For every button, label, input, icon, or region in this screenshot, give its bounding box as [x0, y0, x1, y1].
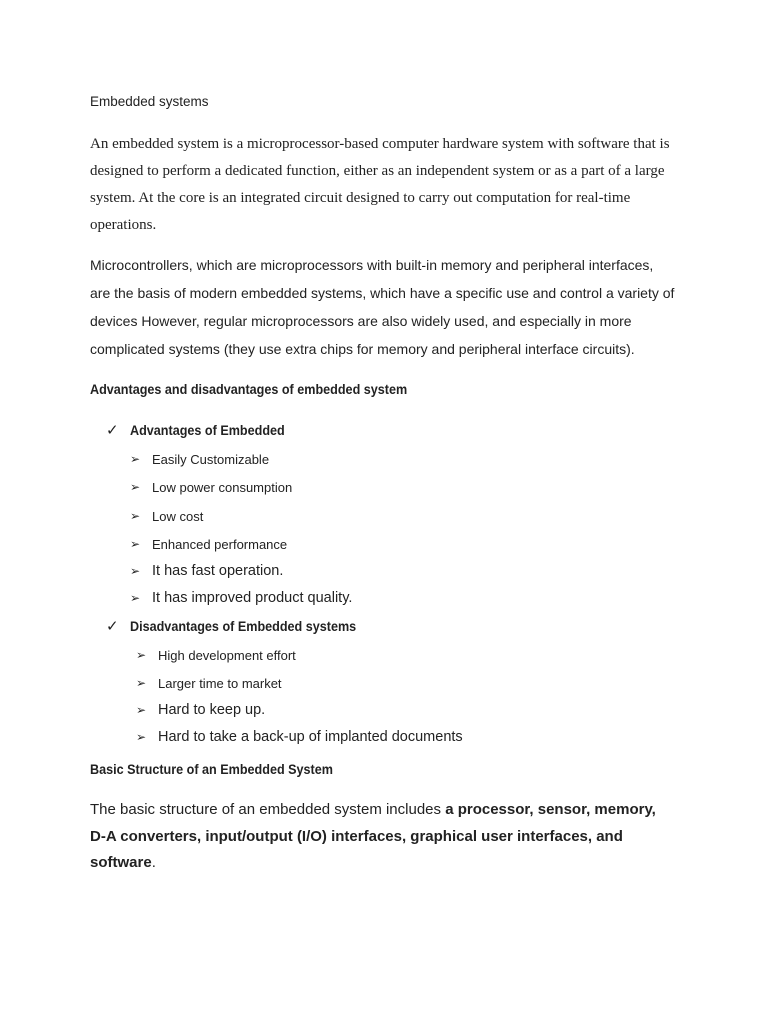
structure-end-text: .: [151, 854, 156, 871]
arrow-bullet-icon: ➢: [130, 452, 141, 466]
advantage-item: Low power consumption: [152, 480, 293, 495]
arrow-bullet-icon: ➢: [130, 591, 141, 605]
disadvantage-item: Larger time to market: [158, 676, 282, 691]
advantage-item: Enhanced performance: [152, 537, 288, 552]
paragraph-1-line-3: system. At the core is an integrated circuit designed to carry out computation for real-time: [90, 190, 631, 206]
paragraph-1-line-1: An embedded system is a microprocessor-based computer hardware system with software that is: [90, 136, 670, 152]
structure-bold-text: software: [90, 854, 152, 871]
paragraph-1-line-4: operations.: [90, 217, 157, 233]
arrow-bullet-icon: ➢: [130, 480, 141, 494]
advantage-item: It has improved product quality.: [152, 590, 353, 606]
disadvantages-heading: Disadvantages of Embedded systems: [130, 618, 357, 634]
advantages-heading: Advantages of Embedded: [130, 422, 285, 438]
paragraph-2-line-3: devices However, regular microprocessors are also widely used, and especially in more: [90, 313, 632, 329]
paragraph-2-line-1: Microcontrollers, which are microprocessors with built-in memory and peripheral interfaces,: [90, 257, 654, 273]
check-icon: ✓: [106, 421, 119, 439]
advantage-item: It has fast operation.: [152, 563, 284, 579]
arrow-bullet-icon: ➢: [130, 509, 141, 523]
document-title: Embedded systems: [90, 94, 209, 109]
paragraph-1-line-2: designed to perform a dedicated function, either as an independent system or as a part of a large: [90, 163, 665, 179]
check-icon: ✓: [106, 617, 119, 635]
structure-intro-text: The basic structure of an embedded system includes: [90, 801, 446, 818]
arrow-bullet-icon: ➢: [136, 730, 147, 744]
disadvantage-item: Hard to take a back-up of implanted documents: [158, 729, 463, 745]
structure-bold-text: D-A converters, input/output (I/O) interfaces, graphical user interfaces, and: [90, 828, 623, 845]
disadvantage-item: High development effort: [158, 648, 296, 663]
structure-paragraph-line-1: [90, 797, 656, 824]
structure-bold-text: a processor, sensor, memory,: [445, 801, 656, 818]
disadvantage-item: Hard to keep up.: [158, 702, 266, 718]
arrow-bullet-icon: ➢: [130, 564, 141, 578]
arrow-bullet-icon: ➢: [136, 676, 147, 690]
structure-paragraph-line-2: [90, 824, 623, 851]
arrow-bullet-icon: ➢: [136, 648, 147, 662]
advantage-item: Low cost: [152, 509, 204, 524]
structure-paragraph-line-3: [90, 850, 156, 877]
section-heading: Advantages and disadvantages of embedded system: [90, 381, 408, 397]
paragraph-2-line-4: complicated systems (they use extra chips for memory and peripheral interface circuits).: [90, 341, 635, 357]
advantage-item: Easily Customizable: [152, 452, 270, 467]
paragraph-2-line-2: are the basis of modern embedded systems, which have a specific use and control a variety of: [90, 285, 675, 301]
arrow-bullet-icon: ➢: [130, 537, 141, 551]
structure-heading: Basic Structure of an Embedded System: [90, 761, 333, 777]
arrow-bullet-icon: ➢: [136, 703, 147, 717]
